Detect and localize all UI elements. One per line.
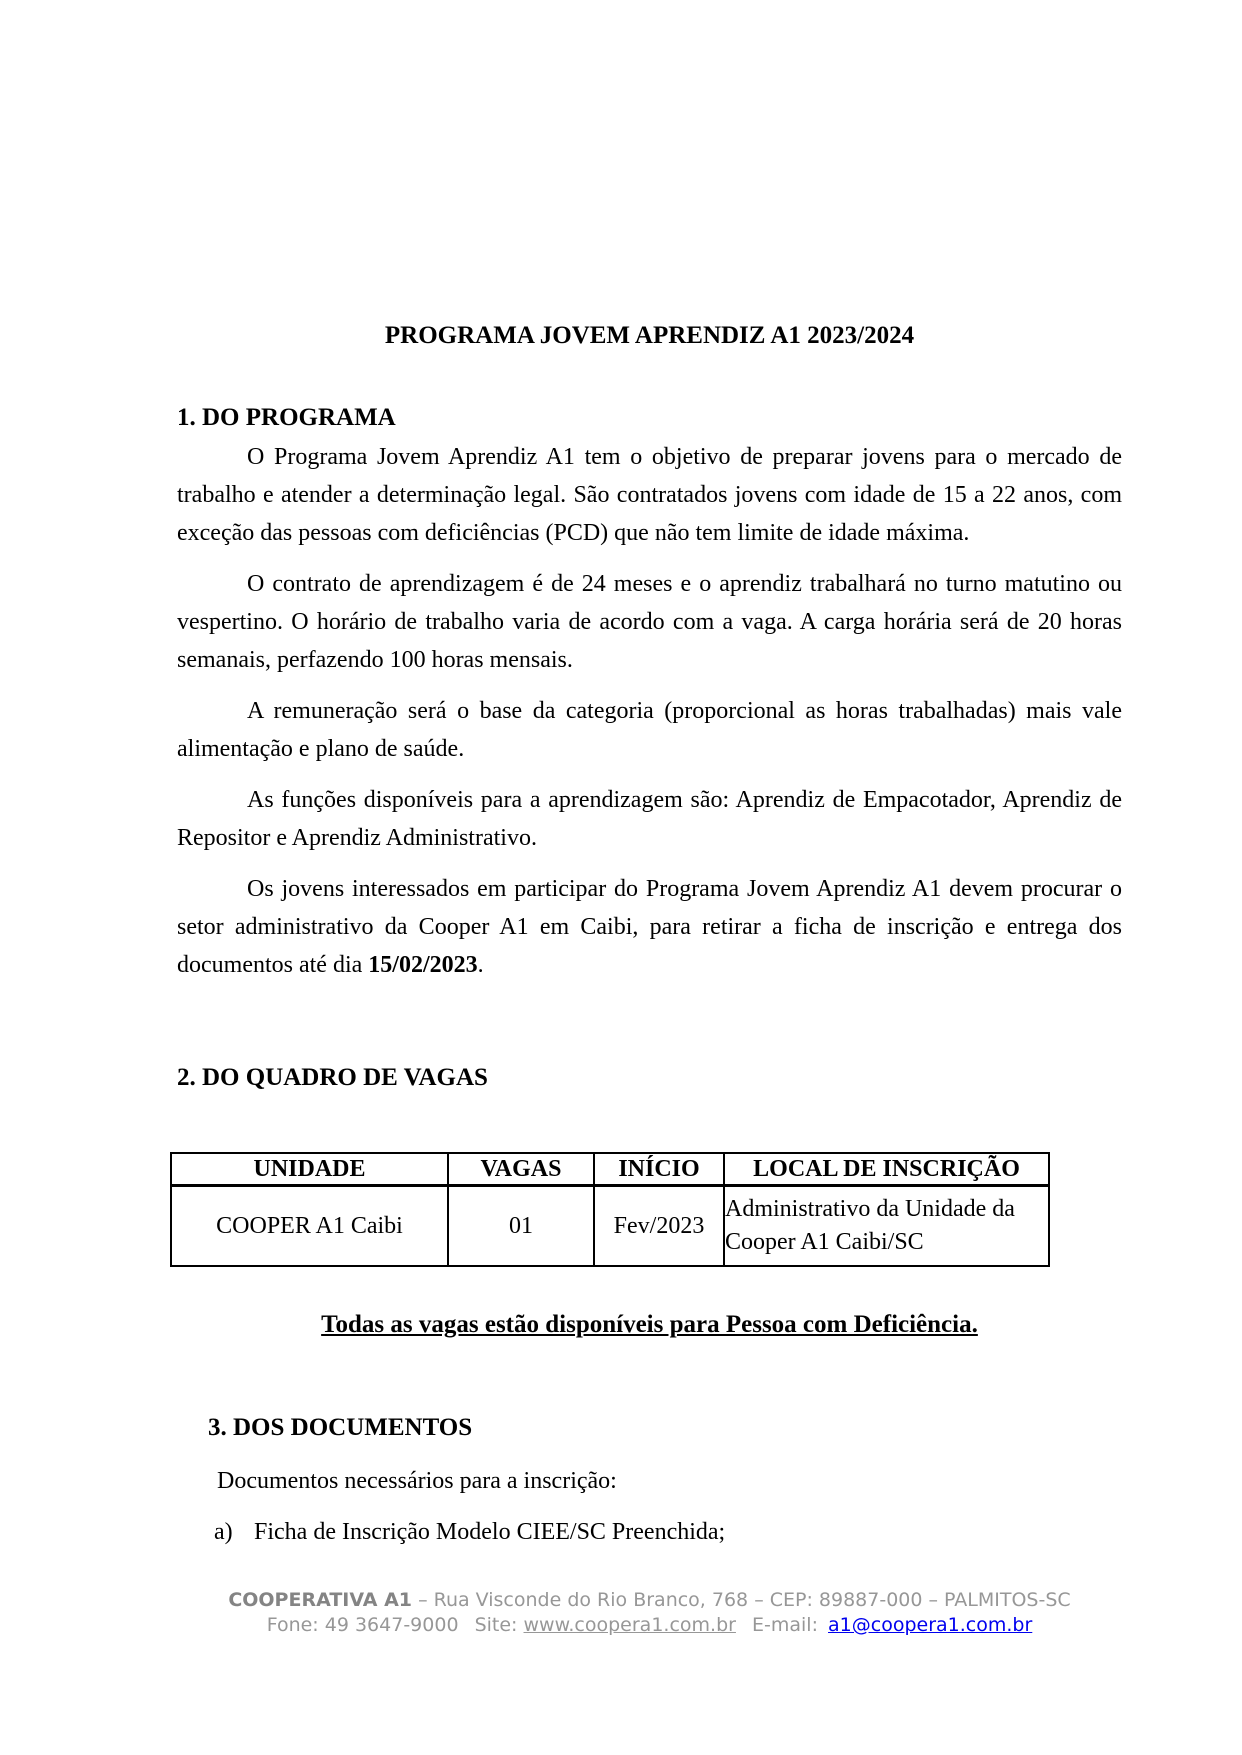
- table-row: [171, 1186, 1049, 1267]
- section-2-heading: 2. DO QUADRO DE VAGAS: [177, 1064, 488, 1091]
- company-name: COOPERATIVA A1: [228, 1589, 413, 1611]
- vagas-table: [170, 1152, 1050, 1267]
- document-content: [177, 0, 1122, 1551]
- pcd-note: [177, 1305, 1122, 1345]
- email-link[interactable]: a1@coopera1.com.br: [828, 1614, 1033, 1636]
- footer-phone: Fone: 49 3647-9000: [266, 1614, 459, 1636]
- list-item-a-text: Ficha de Inscrição Modelo CIEE/SC Preenchida;: [254, 1519, 726, 1545]
- footer-email-label: E-mail:: [752, 1614, 818, 1636]
- paragraph-inscricao-text: Os jovens interessados em participar do Programa Jovem Aprendiz A1 devem procurar o setor administrativo da Cooper A1 em Caibi, para retirar a ficha de inscrição e entrega dos documentos até dia: [177, 876, 1122, 978]
- page-title: PROGRAMA JOVEM APRENDIZ A1 2023/2024: [384, 322, 915, 349]
- site-link[interactable]: www.coopera1.com.br: [523, 1614, 736, 1636]
- footer-contact-line: [177, 1613, 1122, 1638]
- pcd-note-text: Todas as vagas estão disponíveis para Pessoa com Deficiência.: [321, 1311, 978, 1338]
- cell-vagas: 01: [448, 1186, 594, 1267]
- table-header-unidade: UNIDADE: [171, 1153, 448, 1186]
- table-header-local: LOCAL DE INSCRIÇÃO: [724, 1153, 1049, 1186]
- company-address: – Rua Visconde do Rio Branco, 768 – CEP: 89887-000 – PALMITOS-SC: [418, 1589, 1071, 1611]
- section-1-heading: 1. DO PROGRAMA: [177, 404, 396, 431]
- list-item-a: [214, 1513, 1122, 1551]
- paragraph-inscricao: [177, 870, 1122, 984]
- cell-inicio: Fev/2023: [594, 1186, 724, 1267]
- cell-unidade: COOPER A1 Caibi: [171, 1186, 448, 1267]
- section-3-heading: 3. DOS DOCUMENTOS: [208, 1414, 473, 1441]
- paragraph-inscricao-end: .: [477, 952, 484, 978]
- deadline-date: 15/02/2023: [368, 952, 478, 978]
- paragraph-programa: O Programa Jovem Aprendiz A1 tem o objetivo de preparar jovens para o mercado de trabalho e atender a determinação legal. São contratados jovens com idade de 15 a 22 anos, com exceção das pessoas com deficiências (PCD) que não tem limite de idade máxima.: [177, 444, 1122, 546]
- page-footer: [177, 1588, 1122, 1638]
- paragraph-contrato: O contrato de aprendizagem é de 24 meses e o aprendiz trabalhará no turno matutino ou vespertino. O horário de trabalho varia de acordo com a vaga. A carga horária será de 20 horas semanais, perfazendo 100 horas mensais.: [177, 571, 1122, 673]
- table-header-row: [171, 1153, 1049, 1186]
- documents-intro: Documentos necessários para a inscrição:: [217, 1468, 617, 1494]
- table-header-vagas: VAGAS: [448, 1153, 594, 1186]
- list-item-a-marker: a): [214, 1519, 233, 1545]
- cell-local: Administrativo da Unidade da Cooper A1 Caibi/SC: [724, 1186, 1049, 1267]
- paragraph-funcoes: As funções disponíveis para a aprendizagem são: Aprendiz de Empacotador, Aprendiz de Repositor e Aprendiz Administrativo.: [177, 787, 1122, 851]
- footer-site-label: Site:: [474, 1614, 518, 1636]
- paragraph-remuneracao: A remuneração será o base da categoria (proporcional as horas trabalhadas) mais vale alimentação e plano de saúde.: [177, 698, 1122, 762]
- footer-address-line: [177, 1588, 1122, 1613]
- table-header-inicio: INÍCIO: [594, 1153, 724, 1186]
